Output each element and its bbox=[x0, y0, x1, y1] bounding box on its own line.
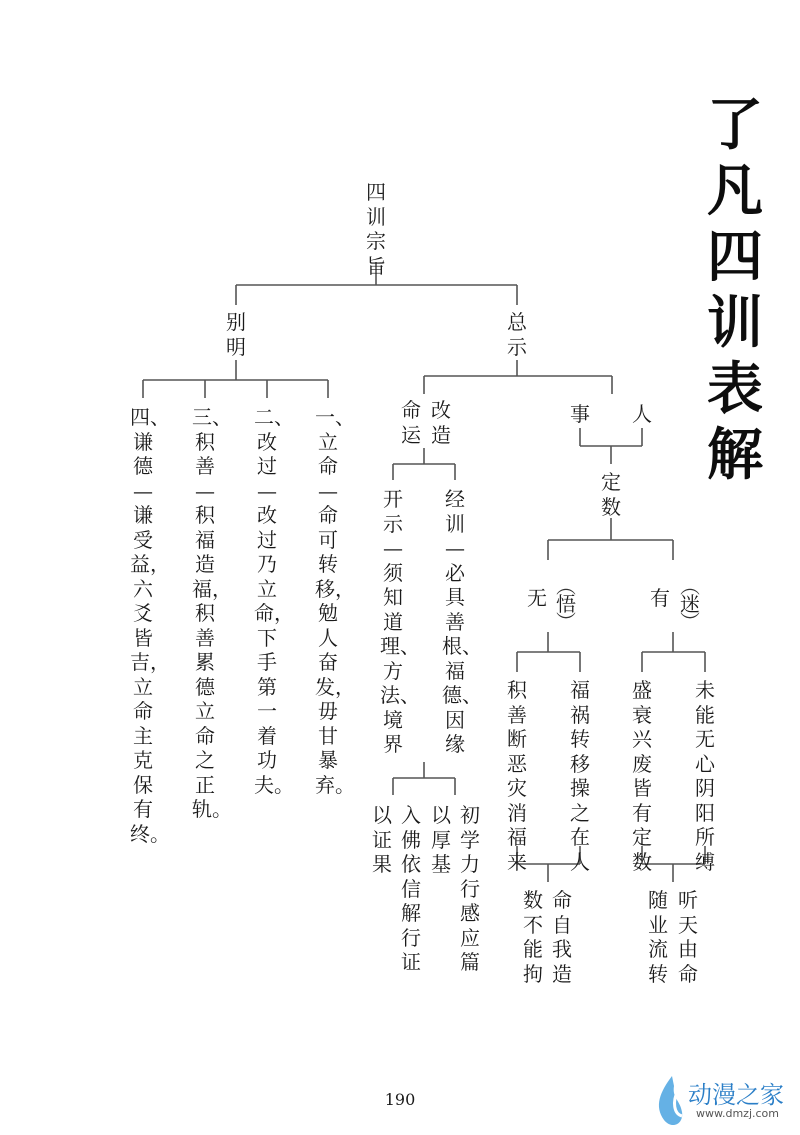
wu-col-jishan: 积善断恶灾消福来 bbox=[507, 678, 527, 874]
wu-col-buneng: 数不能拘 bbox=[523, 888, 543, 986]
wu-paren-top: ︵ bbox=[556, 574, 576, 598]
wu-col-ziwozao: 命自我造 bbox=[552, 888, 572, 986]
ren-label: 人 bbox=[632, 402, 652, 426]
wu-col-fuhuo: 福祸转移操之在人 bbox=[570, 678, 590, 874]
you-col-tingtian: 听天由命 bbox=[678, 888, 698, 986]
page-number: 190 bbox=[384, 1090, 416, 1109]
step-xinjie: 入佛依信解行证 bbox=[401, 803, 421, 974]
jingxun-item: 经训—必具善根、福德、因缘 bbox=[442, 487, 482, 756]
wu-paren-bottom: ︶ bbox=[556, 610, 576, 634]
step-ganying: 初学力行感应篇 bbox=[460, 803, 480, 974]
watermark-url: www.dmzj.com bbox=[696, 1107, 779, 1120]
you-col-weineng: 未能无心阴阳所缚 bbox=[695, 678, 715, 874]
you-col-shengshuai: 盛衰兴废皆有定数 bbox=[632, 678, 652, 874]
you-paren: 迷 bbox=[680, 592, 700, 616]
mingyun-label: 命运 bbox=[401, 398, 421, 447]
you-paren-bottom: ︶ bbox=[680, 610, 700, 634]
gaiguo-item: 二、改过—改过乃立命，下手第一着功夫。 bbox=[254, 405, 294, 797]
qiande-item: 四、谦德—谦受益，六爻皆吉，立命主克保有终。 bbox=[130, 405, 170, 846]
wu-paren: 悟 bbox=[556, 592, 576, 616]
you-label: 有 bbox=[650, 586, 670, 610]
shi-label: 事 bbox=[570, 402, 590, 426]
lixun-item: 一、立命—命可转移，勉人奋发，毋甘暴弃。 bbox=[315, 405, 355, 797]
kaishi-item: 开示—须知道理、方法、境界 bbox=[380, 487, 420, 756]
jishan-item: 三、积善—积福造福，积善累德立命之正轨。 bbox=[192, 405, 232, 821]
title-text: 了 凡 四 训 表 解 bbox=[707, 92, 763, 488]
watermark-name: 动漫之家 bbox=[688, 1081, 784, 1109]
root-node: 四训宗旨 bbox=[366, 180, 386, 278]
dingshu-node: 定数 bbox=[601, 470, 621, 519]
wu-label: 无 bbox=[527, 586, 547, 610]
step-houji: 以厚基 bbox=[431, 803, 451, 876]
bieming-node: 别明 bbox=[226, 310, 246, 359]
you-col-suiye: 随业流转 bbox=[648, 888, 668, 986]
step-zhengguo: 以证果 bbox=[372, 803, 392, 876]
zongshi-node: 总示 bbox=[507, 310, 527, 359]
gaizao-label: 改造 bbox=[431, 398, 451, 447]
you-paren-top: ︵ bbox=[680, 574, 700, 598]
